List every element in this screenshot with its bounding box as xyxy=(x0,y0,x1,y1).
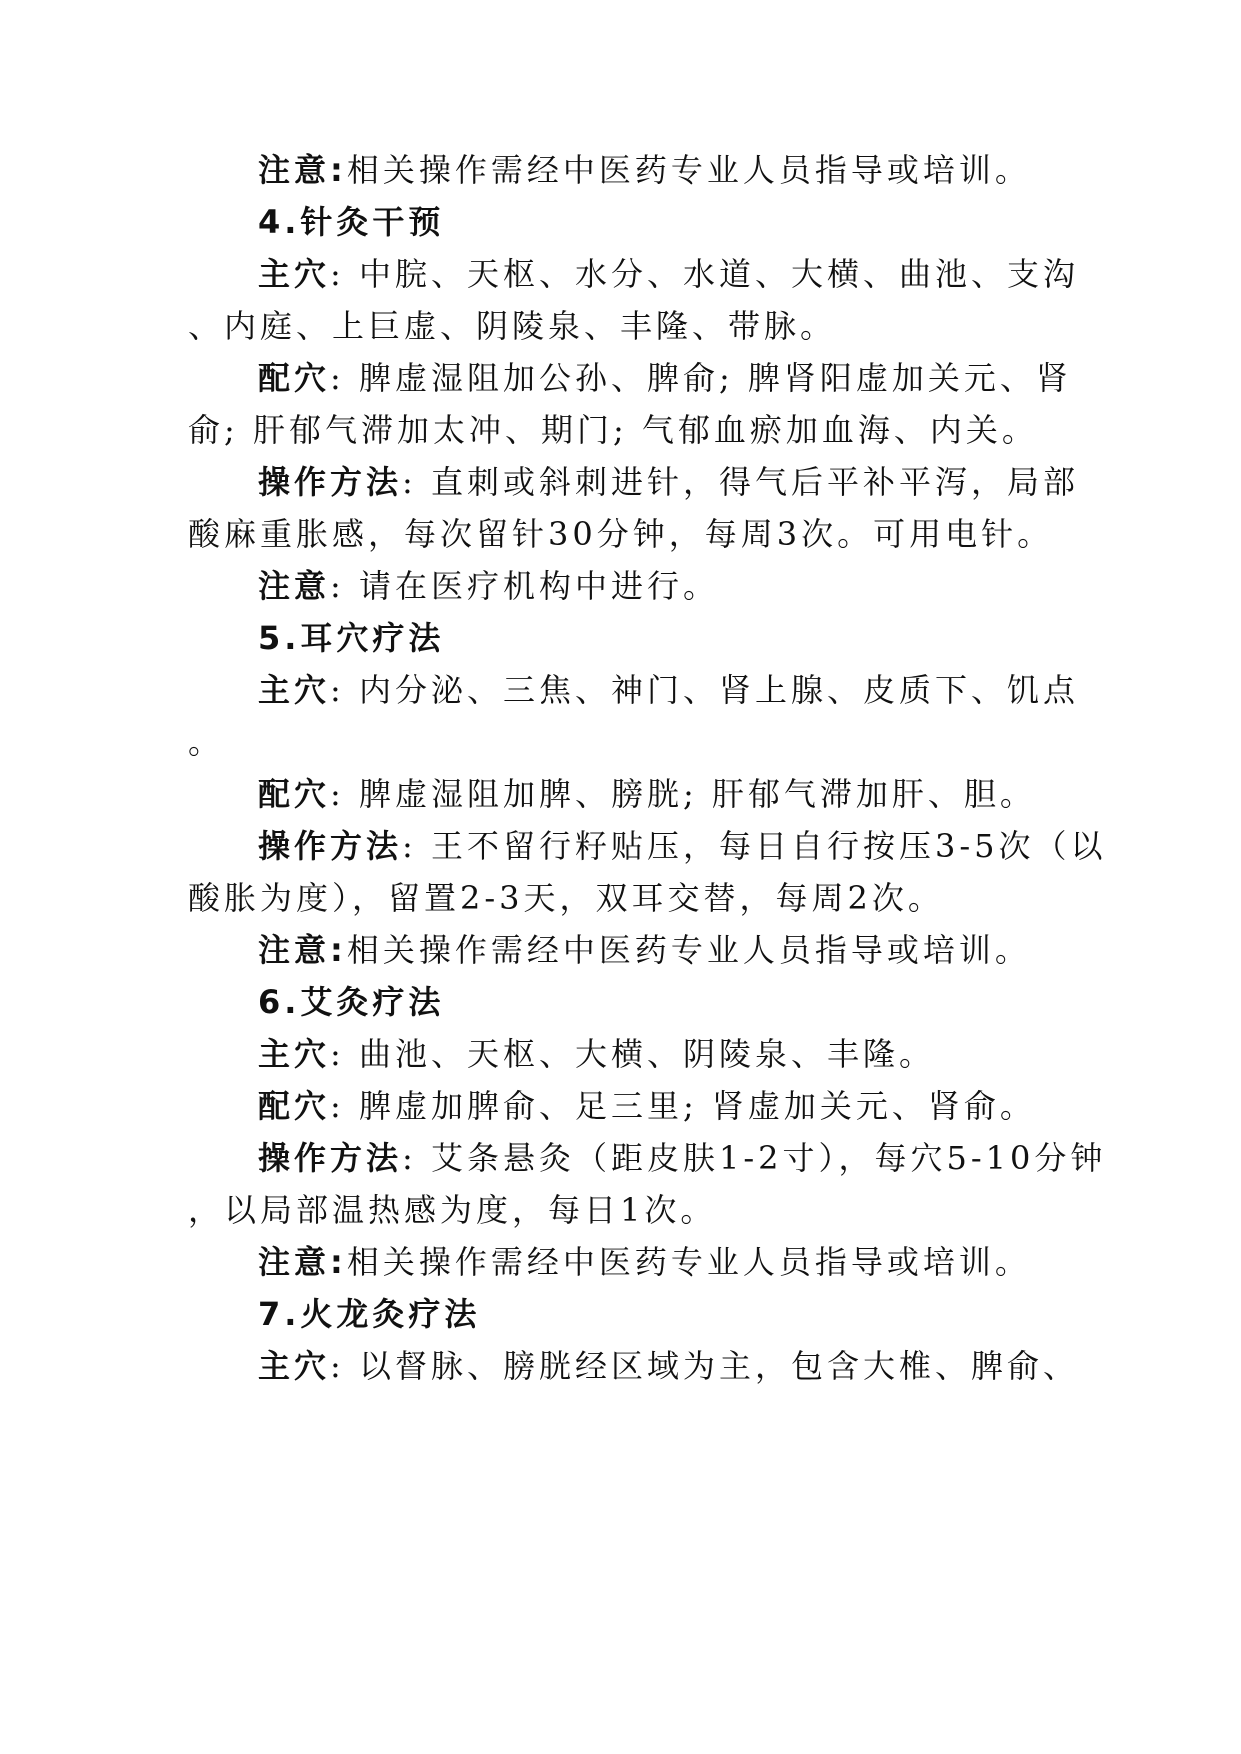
note-line xyxy=(258,930,1031,970)
note-line xyxy=(258,566,719,606)
note-text: : 请在医疗机构中进行。 xyxy=(330,567,719,605)
supporting-points-line xyxy=(258,774,1036,814)
section-heading: 5.耳穴疗法 xyxy=(258,619,445,657)
continuation-text: 俞; 肝郁气滞加太冲、期门; 气郁血瘀加血海、内关。 xyxy=(188,411,1038,449)
continuation-text: 酸麻重胀感，每次留针30分钟，每周3次。可用电针。 xyxy=(188,515,1054,553)
continuation-line xyxy=(188,878,944,918)
main-points-text: : 以督脉、膀胱经区域为主，包含大椎、脾俞、 xyxy=(330,1347,1079,1385)
continuation-line xyxy=(188,514,1053,554)
note-text: 相关操作需经中医药专业人员指导或培训。 xyxy=(346,931,1031,969)
continuation-text: ，以局部温热感为度，每日1次。 xyxy=(188,1191,717,1229)
main-points-text: : 中脘、天枢、水分、水道、大横、曲池、支沟 xyxy=(330,255,1079,293)
continuation-line xyxy=(188,410,1038,450)
continuation-line xyxy=(188,306,836,346)
note-label: 注意: xyxy=(258,151,347,189)
supporting-points-label: 配穴 xyxy=(258,775,331,813)
note-line xyxy=(258,150,1031,190)
note-text: 相关操作需经中医药专业人员指导或培训。 xyxy=(346,151,1031,189)
supporting-points-label: 配穴 xyxy=(258,1087,331,1125)
main-points-label: 主穴 xyxy=(258,671,331,709)
supporting-points-line xyxy=(258,1086,1036,1126)
section-heading: 4.针灸干预 xyxy=(258,203,445,241)
main-points-line xyxy=(258,1034,935,1074)
main-points-text: : 曲池、天枢、大横、阴陵泉、丰隆。 xyxy=(330,1035,935,1073)
supporting-points-line xyxy=(258,358,1072,398)
method-label: 操作方法 xyxy=(258,1139,403,1177)
section-heading: 7.火龙灸疗法 xyxy=(258,1295,481,1333)
method-label: 操作方法 xyxy=(258,827,403,865)
note-label: 注意 xyxy=(258,567,331,605)
supporting-points-text: : 脾虚湿阻加公孙、脾俞; 脾肾阳虚加关元、肾 xyxy=(330,359,1072,397)
method-label: 操作方法 xyxy=(258,463,403,501)
note-line xyxy=(258,1242,1031,1282)
main-points-line xyxy=(258,254,1079,294)
continuation-line xyxy=(188,1190,716,1230)
method-line xyxy=(258,1138,1106,1178)
supporting-points-label: 配穴 xyxy=(258,359,331,397)
main-points-label: 主穴 xyxy=(258,1347,331,1385)
continuation-text: 酸胀为度），留置2-3天，双耳交替，每周2次。 xyxy=(188,879,944,917)
method-line xyxy=(258,462,1079,502)
method-line xyxy=(258,826,1107,866)
main-points-label: 主穴 xyxy=(258,255,331,293)
continuation-text: 。 xyxy=(188,723,225,761)
main-points-line xyxy=(258,1346,1079,1386)
main-points-label: 主穴 xyxy=(258,1035,331,1073)
note-label: 注意: xyxy=(258,931,347,969)
note-label: 注意: xyxy=(258,1243,347,1281)
continuation-text: 、内庭、上巨虚、阴陵泉、丰隆、带脉。 xyxy=(188,307,837,345)
supporting-points-text: : 脾虚加脾俞、足三里; 肾虚加关元、肾俞。 xyxy=(330,1087,1036,1125)
main-points-line xyxy=(258,670,1079,710)
method-text: : 艾条悬灸（距皮肤1-2寸），每穴5-10分钟 xyxy=(402,1139,1107,1177)
method-text: : 直刺或斜刺进针，得气后平补平泻，局部 xyxy=(402,463,1079,501)
continuation-line xyxy=(188,722,224,762)
note-text: 相关操作需经中医药专业人员指导或培训。 xyxy=(346,1243,1031,1281)
method-text: : 王不留行籽贴压，每日自行按压3-5次（以 xyxy=(402,827,1107,865)
supporting-points-text: : 脾虚湿阻加脾、膀胱; 肝郁气滞加肝、胆。 xyxy=(330,775,1036,813)
main-points-text: : 内分泌、三焦、神门、肾上腺、皮质下、饥点 xyxy=(330,671,1079,709)
section-heading: 6.艾灸疗法 xyxy=(258,983,445,1021)
